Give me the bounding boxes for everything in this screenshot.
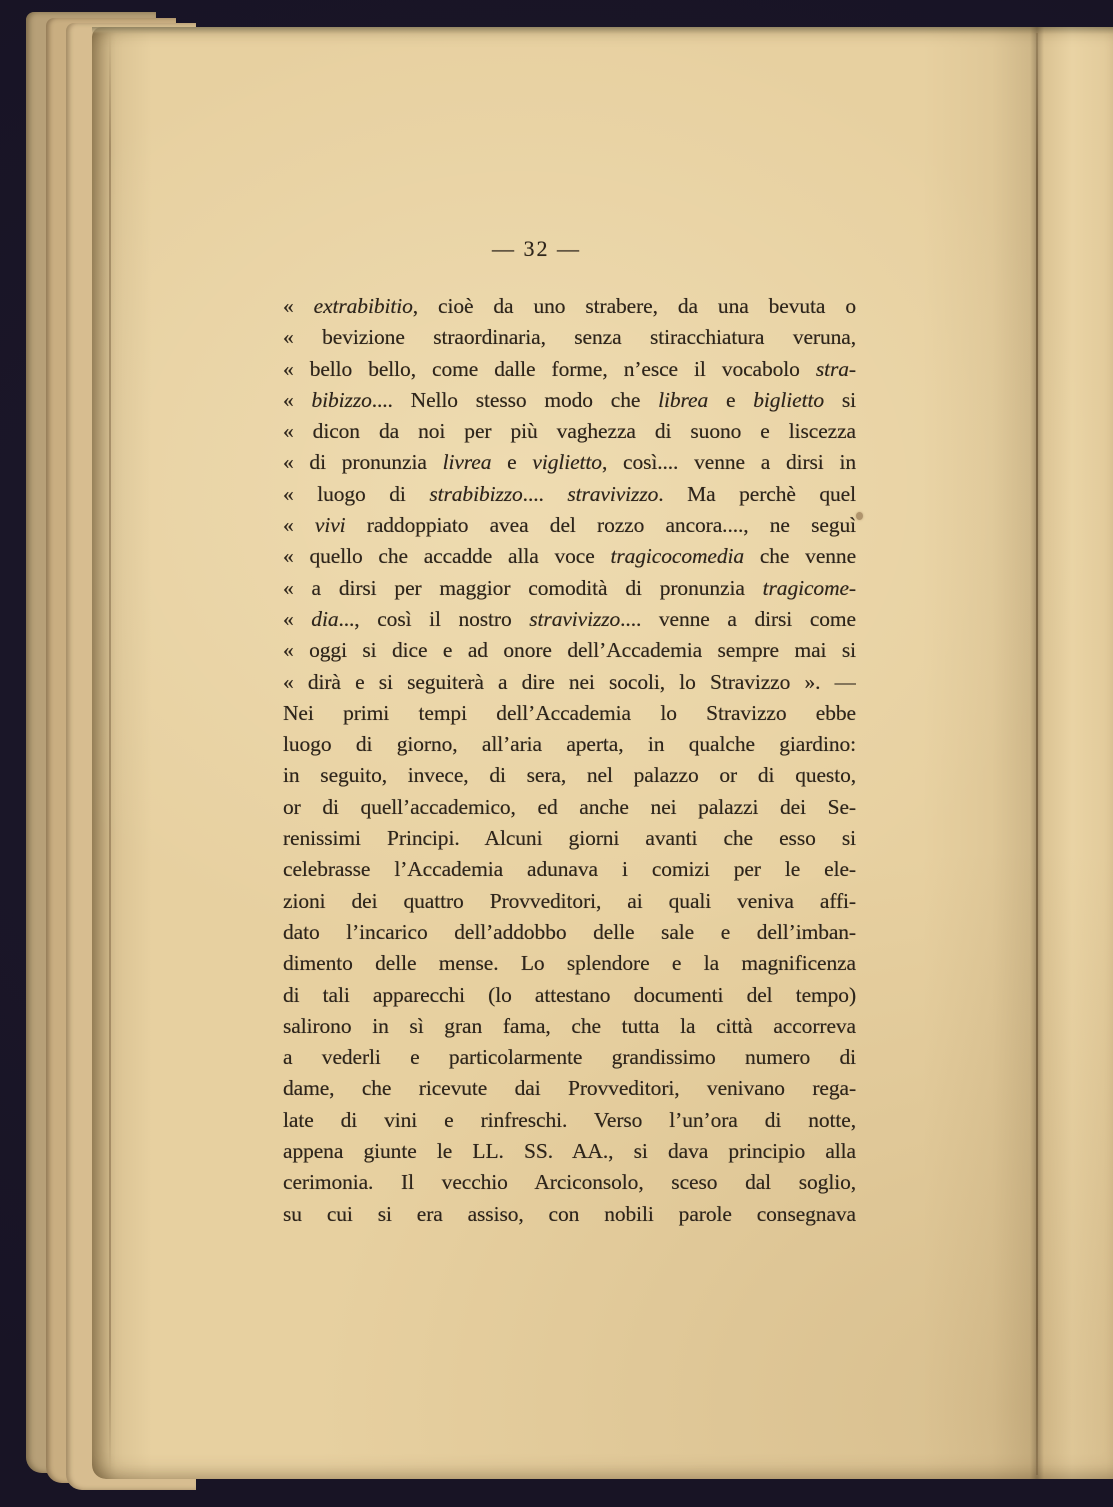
text-line: « bello bello, come dalle forme, n’esce il vocabolo stra-: [283, 356, 856, 381]
text-line: « bevizione straordinaria, senza stiracchiatura veruna,: [283, 325, 856, 350]
text-line: « quello che accadde alla voce tragicocomedia che venne: [283, 544, 856, 569]
text-line: « oggi si dice e ad onore dell’Accademia sempre mai si: [283, 638, 856, 663]
text-line: dame, che ricevute dai Provveditori, venivano rega-: [283, 1076, 856, 1101]
page-left-crease: [109, 31, 111, 1473]
text-line: di tali apparecchi (lo attestano documenti del tempo): [283, 982, 856, 1007]
text-line: in seguito, invece, di sera, nel palazzo or di questo,: [283, 763, 856, 788]
gutter-shadow: [922, 27, 1113, 1479]
text-line: « bibizzo.... Nello stesso modo che librea e biglietto si: [283, 387, 856, 412]
text-line: salirono in sì gran fama, che tutta la città accorreva: [283, 1013, 856, 1038]
gutter-crease: [1036, 33, 1038, 1475]
text-line: su cui si era assiso, con nobili parole consegnava: [283, 1201, 856, 1226]
text-line: « di pronunzia livrea e viglietto, così.... venne a dirsi in: [283, 450, 856, 475]
text-line: renissimi Principi. Alcuni giorni avanti che esso si: [283, 826, 856, 851]
page-number: — 32 —: [492, 236, 581, 261]
text-line: « luogo di strabibizzo.... stravivizzo. Ma perchè quel: [283, 481, 856, 506]
text-line: a vederli e particolarmente grandissimo numero di: [283, 1045, 856, 1070]
text-block: [283, 291, 856, 1230]
text-line: « extrabibitio, cioè da uno strabere, da una bevuta o: [283, 294, 856, 318]
text-line: luogo di giorno, all’aria aperta, in qualche giardino:: [283, 732, 856, 757]
text-line: late di vini e rinfreschi. Verso l’un’ora di notte,: [283, 1107, 856, 1132]
text-line: « vivi raddoppiato avea del rozzo ancora...., ne seguì: [283, 513, 856, 538]
text-line: appena giunte le LL. SS. AA., si dava principio alla: [283, 1139, 856, 1164]
text-line: zioni dei quattro Provveditori, ai quali veniva affi-: [283, 888, 856, 913]
text-line: dimento delle mense. Lo splendore e la magnificenza: [283, 951, 856, 976]
text-line: « dicon da noi per più vaghezza di suono e liscezza: [283, 419, 856, 444]
text-line: or di quell’accademico, ed anche nei palazzi dei Se-: [283, 794, 856, 819]
text-line: cerimonia. Il vecchio Arciconsolo, sceso dal soglio,: [283, 1170, 856, 1195]
book-page: [92, 27, 1113, 1479]
text-line: dato l’incarico dell’addobbo delle sale e dell’imban-: [283, 919, 856, 944]
text-line: « dirà e si seguiterà a dire nei socoli, lo Stravizzo ». —: [283, 669, 856, 694]
paper-speck: [856, 512, 863, 520]
text-line: « dia..., così il nostro stravivizzo.... venne a dirsi come: [283, 606, 856, 631]
text-line: « a dirsi per maggior comodità di pronunzia tragicome-: [283, 575, 856, 600]
text-line: Nei primi tempi dell’Accademia lo Stravizzo ebbe: [283, 700, 856, 725]
text-line: celebrasse l’Accademia adunava i comizi per le ele-: [283, 857, 856, 882]
